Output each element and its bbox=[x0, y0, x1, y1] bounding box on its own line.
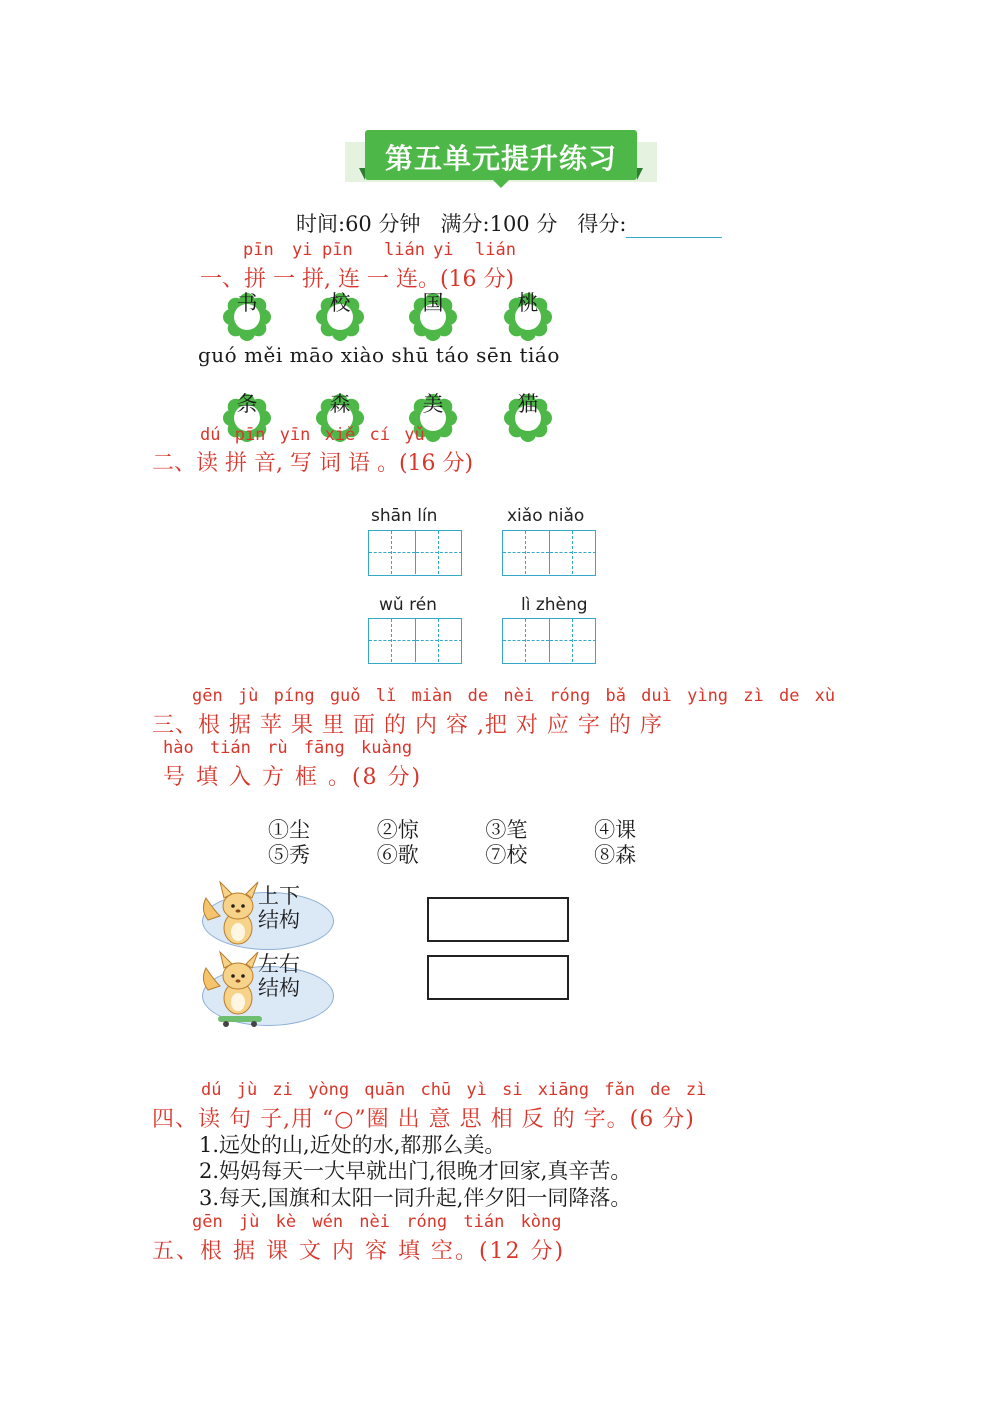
meta-line bbox=[296, 208, 722, 238]
flower-item[interactable] bbox=[315, 292, 365, 342]
label-text: 上下 结构 bbox=[258, 884, 300, 932]
option-item: ④课 bbox=[594, 818, 637, 842]
label-text: 左右 结构 bbox=[258, 952, 300, 1000]
option-item: ⑦校 bbox=[485, 843, 528, 867]
page-title: 第五单元提升练习 bbox=[384, 142, 617, 175]
q1-heading: 一、拼 一 拼, 连 一 连。(16 分) bbox=[200, 267, 515, 292]
q4-pinyin: dú jù zi yòng quān chū yì si xiāng fǎn de zì bbox=[201, 1080, 707, 1100]
q1-pinyin-2: yi bbox=[292, 240, 313, 260]
flower-char: 森 bbox=[329, 392, 351, 416]
q2-word-pinyin: lì zhèng bbox=[521, 595, 588, 615]
title-banner bbox=[345, 130, 657, 184]
q2-pinyin: dú pīn yīn xiě cí yǔ bbox=[200, 425, 425, 445]
flower-char: 条 bbox=[236, 392, 258, 416]
q2-word-pinyin: wǔ rén bbox=[379, 595, 437, 615]
writing-grid[interactable] bbox=[502, 530, 596, 576]
option-item: ⑥歌 bbox=[376, 843, 419, 867]
q2-heading: 二、读 拼 音, 写 词 语 。(16 分) bbox=[152, 451, 474, 476]
q5-pinyin: gēn jù kè wén nèi róng tián kòng bbox=[192, 1212, 562, 1232]
q3-heading-1: 三、根 据 苹 果 里 面 的 内 容 ,把 对 应 字 的 序 bbox=[152, 713, 663, 738]
option-item: ③笔 bbox=[485, 818, 528, 842]
answer-box[interactable] bbox=[427, 897, 569, 942]
flower-char: 美 bbox=[422, 392, 444, 416]
q2-word-pinyin: xiǎo niǎo bbox=[507, 506, 585, 526]
q3-pinyin-1: gēn jù píng guǒ lǐ miàn de nèi róng bǎ duì yìng zì de xù bbox=[192, 686, 836, 706]
flower-item[interactable] bbox=[408, 292, 458, 342]
flower-char: 国 bbox=[422, 291, 444, 315]
writing-grid[interactable] bbox=[368, 618, 462, 664]
q4-heading: 四、读 句 子,用 “○”圈 出 意 思 相 反 的 字。(6 分) bbox=[152, 1107, 695, 1132]
flower-char: 猫 bbox=[517, 392, 539, 416]
q1-pinyin-4: lián bbox=[384, 240, 425, 260]
flower-item[interactable] bbox=[222, 292, 272, 342]
q1-pinyin-row: guó měi māo xiào shū táo sēn tiáo bbox=[198, 343, 560, 367]
sentence-item: 3.每天,国旗和太阳一同升起,伴夕阳一同降落。 bbox=[199, 1186, 632, 1210]
flower-item[interactable] bbox=[503, 393, 553, 443]
option-item: ⑤秀 bbox=[268, 843, 310, 867]
q1-pinyin-5: yi bbox=[433, 240, 454, 260]
q3-pinyin-2: hào tián rù fāng kuàng bbox=[163, 738, 413, 758]
sentence-item: 2.妈妈每天一大早就出门,很晚才回家,真辛苦。 bbox=[199, 1159, 632, 1183]
q1-pinyin-3: pīn bbox=[322, 240, 353, 260]
option-item: ①尘 bbox=[268, 818, 310, 842]
score-blank[interactable] bbox=[626, 215, 722, 238]
q5-heading: 五、根 据 课 文 内 容 填 空。(12 分) bbox=[152, 1239, 566, 1264]
score-label: 得分: bbox=[577, 212, 627, 236]
full-score-label: 满分:100 分 bbox=[440, 212, 558, 236]
q3-options-row-2 bbox=[268, 839, 636, 869]
q1-pinyin-6: lián bbox=[475, 240, 516, 260]
option-item: ②惊 bbox=[376, 818, 419, 842]
option-item: ⑧森 bbox=[594, 843, 637, 867]
time-label: 时间:60 分钟 bbox=[296, 212, 421, 236]
writing-grid[interactable] bbox=[502, 618, 596, 664]
flower-char: 书 bbox=[236, 291, 258, 315]
q2-word-pinyin: shān lín bbox=[371, 506, 438, 526]
fox-icon bbox=[200, 950, 264, 1028]
q1-pinyin-1: pīn bbox=[243, 240, 274, 260]
flower-item[interactable] bbox=[503, 292, 553, 342]
flower-char: 校 bbox=[329, 291, 351, 315]
flower-char: 桃 bbox=[517, 291, 539, 315]
fox-icon bbox=[200, 880, 264, 950]
sentence-item: 1.远处的山,近处的水,都那么美。 bbox=[199, 1133, 506, 1157]
q3-heading-2: 号 填 入 方 框 。(8 分) bbox=[163, 765, 423, 790]
answer-box[interactable] bbox=[427, 955, 569, 1000]
writing-grid[interactable] bbox=[368, 530, 462, 576]
